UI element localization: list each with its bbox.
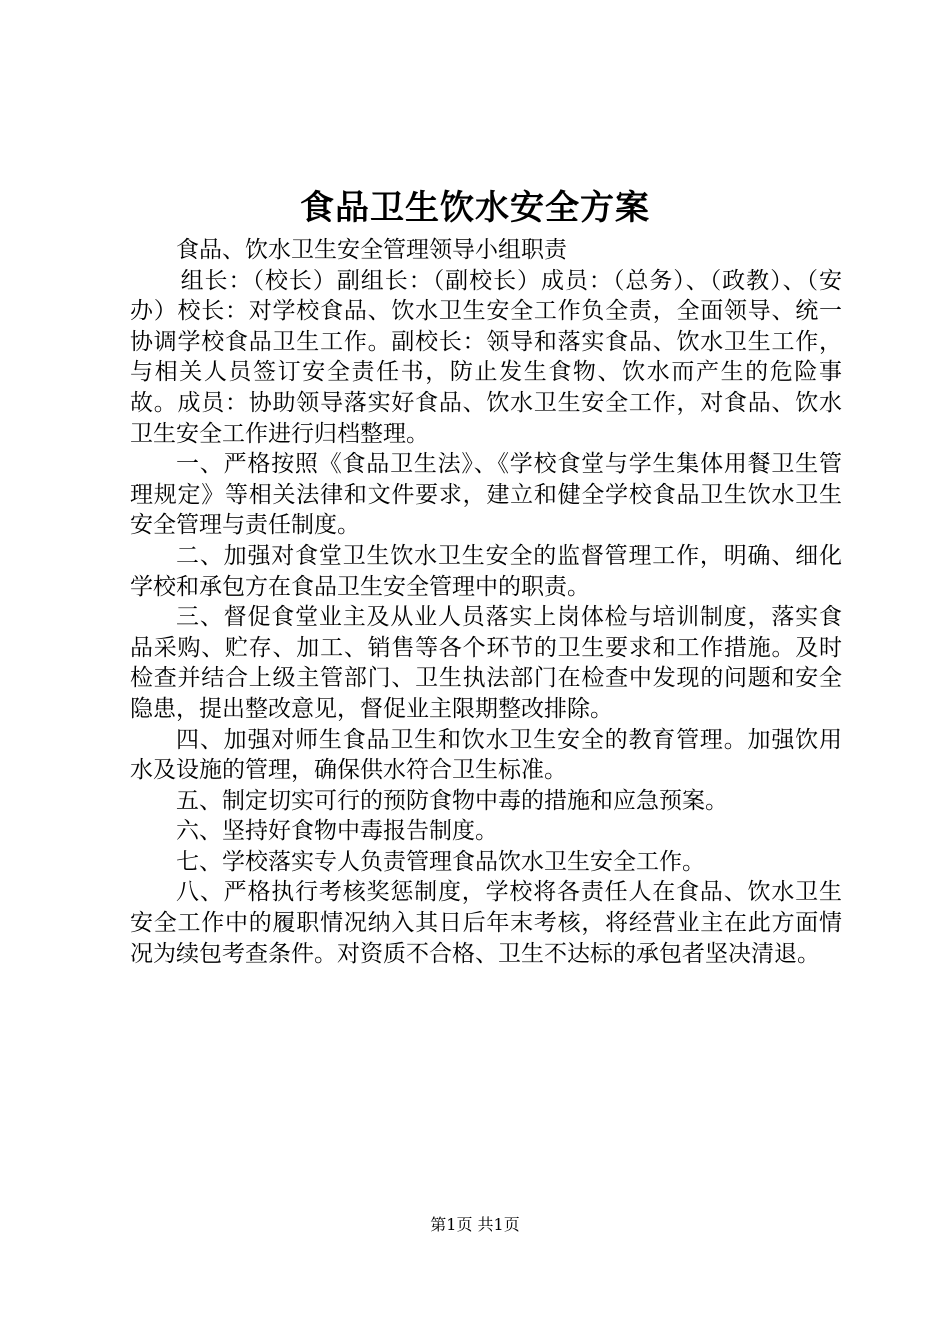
paragraph-item-7: 七、学校落实专人负责管理食品饮水卫生安全工作。 bbox=[176, 848, 705, 875]
paragraph-item-4: 四、加强对师生食品卫生和饮水卫生安全的教育管理。加强饮用水及设施的管理，确保供水符合卫生标准。 bbox=[130, 726, 842, 784]
document-body bbox=[130, 235, 842, 969]
paragraph-heading: 食品、饮水卫生安全管理领导小组职责 bbox=[176, 237, 567, 263]
paragraph-leadership: 组长：（校长）副组长：（副校长）成员：（总务）、（政教）、（安办）校长：对学校食品、饮水卫生安全工作负全责，全面领导、统一协调学校食品卫生工作。副校长：领导和落实食品、饮水卫生工作，与相关人员签订安全责任书，防止发生食物、饮水而产生的危险事故。成员：协助领导落实好食品、饮水卫生安全工作，对食品、饮水卫生安全工作进行归档整理。 bbox=[130, 267, 842, 447]
paragraph-item-1: 一、严格按照《食品卫生法》、《学校食堂与学生集体用餐卫生管理规定》等相关法律和文件要求，建立和健全学校食品卫生饮水卫生安全管理与责任制度。 bbox=[130, 451, 842, 539]
document-title: 食品卫生饮水安全方案 bbox=[300, 188, 650, 228]
paragraph-item-6: 六、坚持好食物中毒报告制度。 bbox=[176, 818, 498, 845]
paragraph-item-8: 八、严格执行考核奖惩制度，学校将各责任人在食品、饮水卫生安全工作中的履职情况纳入其日后年末考核，将经营业主在此方面情况为续包考查条件。对资质不合格、卫生不达标的承包者坚决清退。 bbox=[130, 879, 842, 967]
paragraph-item-5: 五、制定切实可行的预防食物中毒的措施和应急预案。 bbox=[176, 787, 728, 814]
paragraph-item-3: 三、督促食堂业主及从业人员落实上岗体检与培训制度，落实食品采购、贮存、加工、销售等各个环节的卫生要求和工作措施。及时检查并结合上级主管部门、卫生执法部门在检查中发现的问题和安全隐患，提出整改意见，督促业主限期整改排除。 bbox=[130, 604, 842, 722]
page-number-footer: 第1页 共1页 bbox=[430, 1215, 520, 1234]
paragraph-item-2: 二、加强对食堂卫生饮水卫生安全的监督管理工作，明确、细化学校和承包方在食品卫生安全管理中的职责。 bbox=[130, 542, 842, 600]
